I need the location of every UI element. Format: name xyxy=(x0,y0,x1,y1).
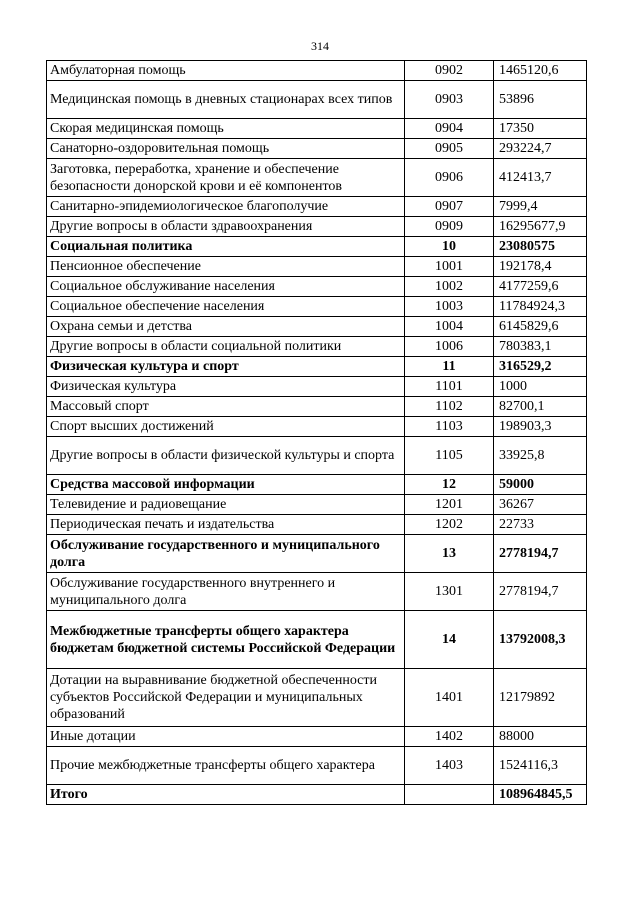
row-code-cell: 1301 xyxy=(405,573,494,611)
row-name-cell: Социальная политика xyxy=(47,237,405,257)
row-amount-cell: 2778194,7 xyxy=(494,573,587,611)
table-row xyxy=(47,727,587,747)
row-amount-cell: 293224,7 xyxy=(494,139,587,159)
row-name-cell: Пенсионное обеспечение xyxy=(47,257,405,277)
table-row xyxy=(47,669,587,727)
row-name-cell: Итого xyxy=(47,785,405,805)
row-amount-cell: 53896 xyxy=(494,81,587,119)
row-amount-cell: 316529,2 xyxy=(494,357,587,377)
row-amount-cell: 88000 xyxy=(494,727,587,747)
row-amount-cell: 17350 xyxy=(494,119,587,139)
table-row xyxy=(47,515,587,535)
table-row xyxy=(47,377,587,397)
row-code-cell xyxy=(405,785,494,805)
table-row xyxy=(47,417,587,437)
table-row xyxy=(47,747,587,785)
row-code-cell: 0909 xyxy=(405,217,494,237)
row-name-cell: Физическая культура xyxy=(47,377,405,397)
table-section-row xyxy=(47,237,587,257)
row-name-cell: Охрана семьи и детства xyxy=(47,317,405,337)
row-amount-cell: 16295677,9 xyxy=(494,217,587,237)
row-name-cell: Иные дотации xyxy=(47,727,405,747)
row-code-cell: 0905 xyxy=(405,139,494,159)
table-row xyxy=(47,257,587,277)
table-section-row xyxy=(47,611,587,669)
row-amount-cell: 82700,1 xyxy=(494,397,587,417)
table-row xyxy=(47,437,587,475)
table-row xyxy=(47,217,587,237)
row-code-cell: 1001 xyxy=(405,257,494,277)
row-code-cell: 1401 xyxy=(405,669,494,727)
row-name-cell: Другие вопросы в области физической культуры и спорта xyxy=(47,437,405,475)
table-section-row xyxy=(47,535,587,573)
row-amount-cell: 7999,4 xyxy=(494,197,587,217)
row-name-cell: Спорт высших достижений xyxy=(47,417,405,437)
row-amount-cell: 780383,1 xyxy=(494,337,587,357)
budget-table xyxy=(46,60,587,805)
row-code-cell: 1101 xyxy=(405,377,494,397)
row-amount-cell: 13792008,3 xyxy=(494,611,587,669)
row-code-cell: 0907 xyxy=(405,197,494,217)
row-name-cell: Социальное обслуживание населения xyxy=(47,277,405,297)
row-code-cell: 1103 xyxy=(405,417,494,437)
row-amount-cell: 23080575 xyxy=(494,237,587,257)
row-amount-cell: 12179892 xyxy=(494,669,587,727)
table-section-row xyxy=(47,785,587,805)
table-row xyxy=(47,397,587,417)
row-amount-cell: 4177259,6 xyxy=(494,277,587,297)
row-amount-cell: 1465120,6 xyxy=(494,61,587,81)
table-section-row xyxy=(47,475,587,495)
row-code-cell: 1002 xyxy=(405,277,494,297)
row-name-cell: Обслуживание государственного и муниципального долга xyxy=(47,535,405,573)
row-name-cell: Санитарно-эпидемиологическое благополучие xyxy=(47,197,405,217)
row-code-cell: 0903 xyxy=(405,81,494,119)
table-row xyxy=(47,81,587,119)
row-code-cell: 1201 xyxy=(405,495,494,515)
row-name-cell: Другие вопросы в области здравоохранения xyxy=(47,217,405,237)
row-name-cell: Массовый спорт xyxy=(47,397,405,417)
row-amount-cell: 6145829,6 xyxy=(494,317,587,337)
row-name-cell: Средства массовой информации xyxy=(47,475,405,495)
row-code-cell: 12 xyxy=(405,475,494,495)
table-row xyxy=(47,159,587,197)
row-name-cell: Межбюджетные трансферты общего характера бюджетам бюджетной системы Российской Федерации xyxy=(47,611,405,669)
row-code-cell: 14 xyxy=(405,611,494,669)
row-name-cell: Санаторно-оздоровительная помощь xyxy=(47,139,405,159)
table-row xyxy=(47,317,587,337)
row-name-cell: Периодическая печать и издательства xyxy=(47,515,405,535)
row-amount-cell: 108964845,5 xyxy=(494,785,587,805)
table-row xyxy=(47,119,587,139)
row-code-cell: 1202 xyxy=(405,515,494,535)
table-row xyxy=(47,297,587,317)
row-code-cell: 1003 xyxy=(405,297,494,317)
row-name-cell: Амбулаторная помощь xyxy=(47,61,405,81)
row-name-cell: Прочие межбюджетные трансферты общего характера xyxy=(47,747,405,785)
table-row xyxy=(47,337,587,357)
row-name-cell: Медицинская помощь в дневных стационарах всех типов xyxy=(47,81,405,119)
table-row xyxy=(47,197,587,217)
table-row xyxy=(47,573,587,611)
row-code-cell: 0906 xyxy=(405,159,494,197)
table-section-row xyxy=(47,357,587,377)
page-number: 314 xyxy=(311,39,329,53)
row-amount-cell: 33925,8 xyxy=(494,437,587,475)
row-amount-cell: 59000 xyxy=(494,475,587,495)
table-row xyxy=(47,61,587,81)
row-code-cell: 1006 xyxy=(405,337,494,357)
row-name-cell: Физическая культура и спорт xyxy=(47,357,405,377)
row-amount-cell: 192178,4 xyxy=(494,257,587,277)
row-name-cell: Социальное обеспечение населения xyxy=(47,297,405,317)
row-name-cell: Другие вопросы в области социальной политики xyxy=(47,337,405,357)
row-code-cell: 10 xyxy=(405,237,494,257)
table-row xyxy=(47,277,587,297)
row-code-cell: 1403 xyxy=(405,747,494,785)
row-amount-cell: 22733 xyxy=(494,515,587,535)
table-row xyxy=(47,139,587,159)
row-name-cell: Обслуживание государственного внутреннего и муниципального долга xyxy=(47,573,405,611)
row-amount-cell: 36267 xyxy=(494,495,587,515)
row-code-cell: 1004 xyxy=(405,317,494,337)
row-amount-cell: 1524116,3 xyxy=(494,747,587,785)
row-amount-cell: 11784924,3 xyxy=(494,297,587,317)
row-name-cell: Заготовка, переработка, хранение и обеспечение безопасности донорской крови и её компонентов xyxy=(47,159,405,197)
row-code-cell: 11 xyxy=(405,357,494,377)
row-code-cell: 1102 xyxy=(405,397,494,417)
row-amount-cell: 1000 xyxy=(494,377,587,397)
row-code-cell: 0902 xyxy=(405,61,494,81)
row-name-cell: Скорая медицинская помощь xyxy=(47,119,405,139)
table-row xyxy=(47,495,587,515)
row-code-cell: 13 xyxy=(405,535,494,573)
row-amount-cell: 2778194,7 xyxy=(494,535,587,573)
row-code-cell: 1402 xyxy=(405,727,494,747)
row-name-cell: Телевидение и радиовещание xyxy=(47,495,405,515)
budget-table-body xyxy=(47,61,587,805)
row-code-cell: 1105 xyxy=(405,437,494,475)
row-name-cell: Дотации на выравнивание бюджетной обеспеченности субъектов Российской Федерации и муниципальных образований xyxy=(47,669,405,727)
row-amount-cell: 198903,3 xyxy=(494,417,587,437)
row-code-cell: 0904 xyxy=(405,119,494,139)
row-amount-cell: 412413,7 xyxy=(494,159,587,197)
